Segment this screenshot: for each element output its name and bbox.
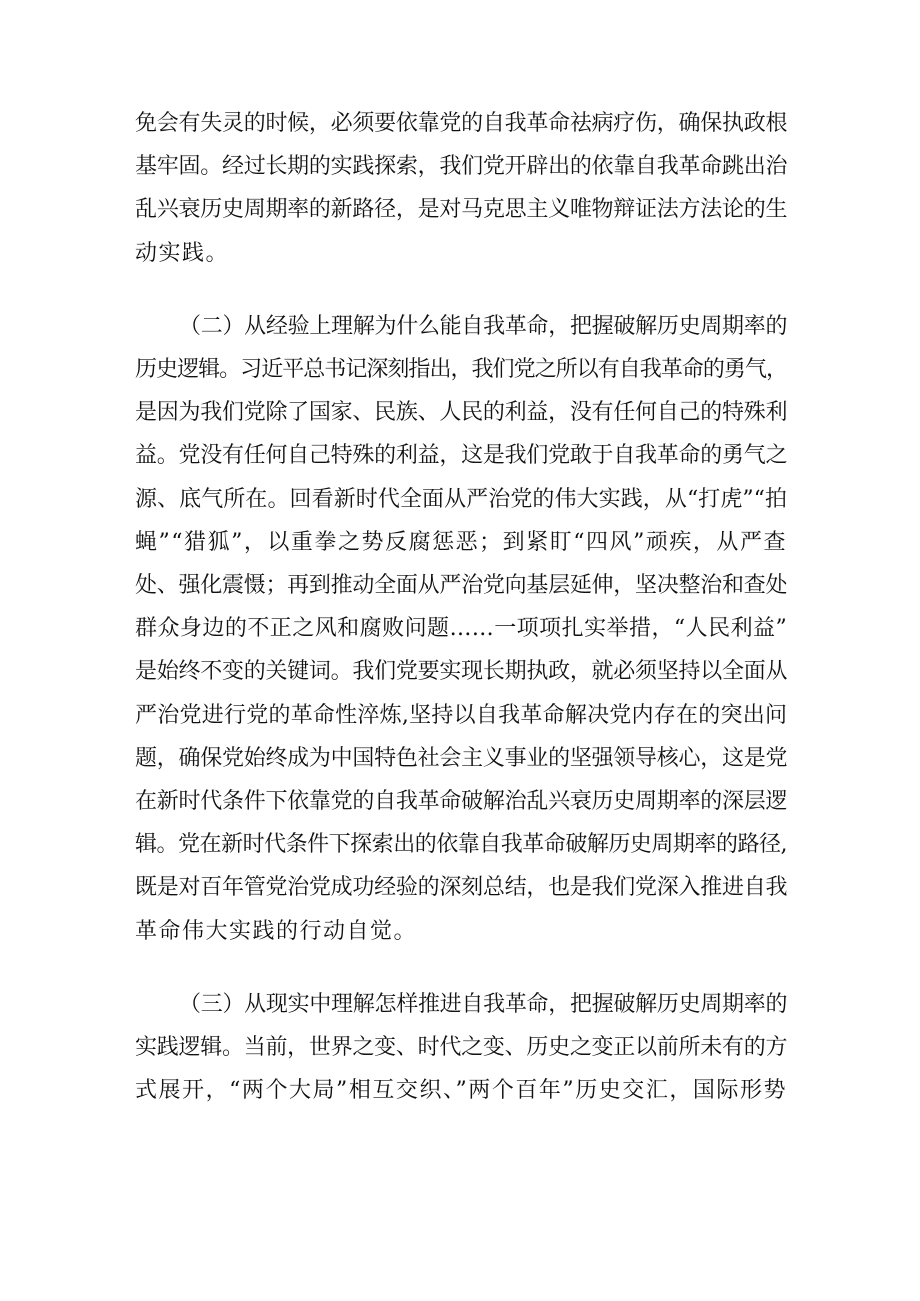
text-line: 题，确保党始终成为中国特色社会主义事业的坚强领导核心，这是党 xyxy=(135,745,787,771)
text-line: 基牢固。经过长期的实践探索，我们党开辟出的依靠自我革命跳出治 xyxy=(135,154,787,180)
text-line: 动实践。 xyxy=(135,240,230,266)
text-line: 在新时代条件下依靠党的自我革命破解治乱兴衰历史周期率的深层逻 xyxy=(135,789,787,815)
document-body xyxy=(135,102,787,1112)
text-line: 实践逻辑。当前，世界之变、时代之变、历史之变正以前所未有的方 xyxy=(135,1035,787,1061)
paragraph-section-3 xyxy=(135,983,787,1113)
text-line: 革命伟大实践的行动自觉。 xyxy=(135,918,418,944)
text-line: 既是对百年管党治党成功经验的深刻总结，也是我们党深入推进自我 xyxy=(135,875,787,901)
text-line: 处、强化震慑；再到推动全面从严治党向基层延伸，坚决整治和查处 xyxy=(135,573,787,599)
text-line: 乱兴衰历史周期率的新路径，是对马克思主义唯物辩证法方法论的生 xyxy=(135,197,787,223)
text-line: 严治党进行党的革命性淬炼,坚持以自我革命解决党内存在的突出问 xyxy=(135,702,787,728)
section-heading-line: （二）从经验上理解为什么能自我革命，把握破解历史周期率的 xyxy=(179,313,787,339)
paragraph-section-2 xyxy=(135,305,787,953)
text-line: 益。党没有任何自己特殊的利益，这是我们党敢于自我革命的勇气之 xyxy=(135,443,787,469)
paragraph-continuation xyxy=(135,102,787,275)
text-line: 蝇”“猎狐”，以重拳之势反腐惩恶；到紧盯“四风”顽疾，从严查 xyxy=(135,529,787,555)
text-line: 免会有失灵的时候，必须要依靠党的自我革命祛病疗伤，确保执政根 xyxy=(135,111,787,136)
text-line: 式展开，“两个大局”相互交织、”两个百年”历史交汇，国际形势 xyxy=(135,1078,787,1104)
section-heading-line: （三）从现实中理解怎样推进自我革命，把握破解历史周期率的 xyxy=(179,991,787,1017)
text-line: 源、底气所在。回看新时代全面从严治党的伟大实践，从“打虎”“拍 xyxy=(135,486,787,512)
text-line: 辑。党在新时代条件下探索出的依靠自我革命破解历史周期率的路径, xyxy=(135,832,787,858)
text-line: 是始终不变的关键词。我们党要实现长期执政，就必须坚持以全面从 xyxy=(135,659,787,685)
text-line: 历史逻辑。习近平总书记深刻指出，我们党之所以有自我革命的勇气， xyxy=(135,357,787,383)
text-line: 是因为我们党除了国家、民族、人民的利益，没有任何自己的特殊利 xyxy=(135,400,787,426)
text-line: 群众身边的不正之风和腐败问题……一项项扎实举措，“人民利益” xyxy=(135,616,787,642)
